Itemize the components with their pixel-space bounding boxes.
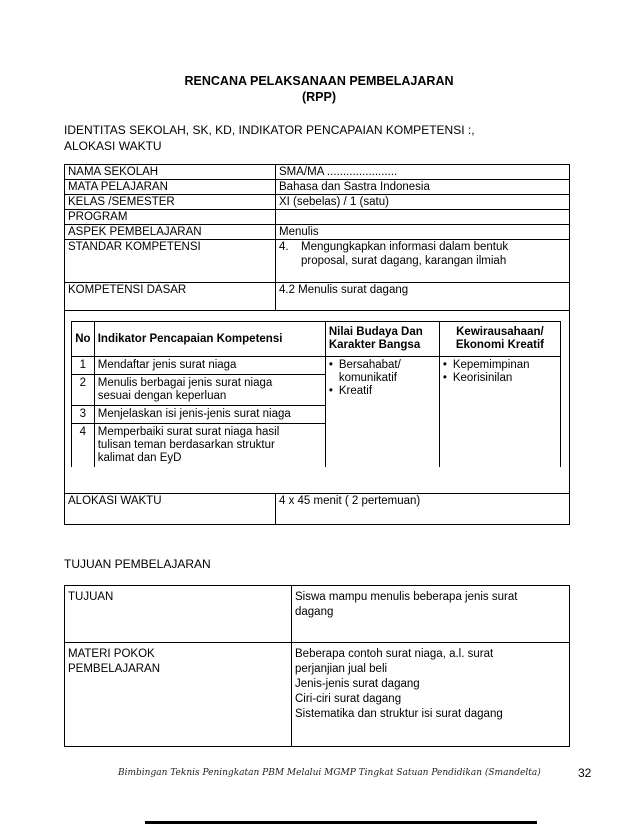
table-row bbox=[72, 357, 561, 375]
header-nilai-budaya bbox=[325, 322, 439, 357]
alokasi-value: 4 x 45 menit ( 2 pertemuan) bbox=[276, 494, 570, 525]
indicator-text: Mendaftar jenis surat niaga bbox=[94, 357, 325, 375]
document-title: RENCANA PELAKSANAAN PEMBELAJARAN bbox=[184, 74, 454, 88]
info-label: PROGRAM bbox=[65, 210, 276, 225]
info-label: NAMA SEKOLAH bbox=[65, 165, 276, 180]
identity-table bbox=[64, 164, 570, 525]
list-item: • Keorisinilan bbox=[443, 372, 557, 385]
list-item: • Kreatif bbox=[329, 385, 436, 398]
indicator-cell bbox=[65, 311, 570, 494]
kd-label: KOMPETENSI DASAR bbox=[65, 283, 276, 311]
header-nilai-line2: Karakter Bangsa bbox=[328, 339, 421, 351]
table-row bbox=[65, 311, 570, 494]
info-value: Menulis bbox=[276, 225, 570, 240]
info-label: ASPEK PEMBELAJARAN bbox=[65, 225, 276, 240]
kewirausahaan-list bbox=[439, 357, 560, 468]
table-row bbox=[65, 240, 570, 283]
table-row bbox=[65, 494, 570, 525]
identity-heading-line1: IDENTITAS SEKOLAH, SK, KD, INDIKATOR PENCAPAIAN KOMPETENSI :, bbox=[64, 123, 475, 137]
alokasi-label: ALOKASI WAKTU bbox=[65, 494, 276, 525]
sk-number: 4. bbox=[279, 241, 289, 253]
info-value: SMA/MA ...................... bbox=[276, 165, 570, 180]
tujuan-heading: TUJUAN PEMBELAJARAN bbox=[64, 557, 211, 571]
info-value bbox=[276, 210, 570, 225]
table-row bbox=[65, 165, 570, 180]
nilai-bullets bbox=[329, 359, 436, 398]
indicator-table bbox=[71, 321, 561, 467]
header-kewira-line2: Ekonomi Kreatif bbox=[455, 339, 544, 351]
table-row bbox=[65, 586, 570, 643]
table-row bbox=[65, 225, 570, 240]
page-footer: Bimbingan Teknis Peningkatan PBM Melalui MGMP Tingkat Satuan Pendidikan (Smandelta) bbox=[118, 768, 541, 778]
header-indicator: Indikator Pencapaian Kompetensi bbox=[94, 322, 325, 357]
indicator-header-row bbox=[72, 322, 561, 357]
indicator-no: 2 bbox=[72, 375, 95, 406]
table-row bbox=[65, 283, 570, 311]
header-kewira-line1: Kewirausahaan/ bbox=[456, 326, 544, 338]
nilai-budaya-list bbox=[325, 357, 439, 468]
indicator-no: 3 bbox=[72, 406, 95, 424]
bottom-divider bbox=[145, 821, 537, 824]
sk-item bbox=[279, 240, 566, 268]
table-row bbox=[65, 210, 570, 225]
table-row bbox=[65, 643, 570, 747]
page-number: 32 bbox=[578, 766, 592, 780]
header-nilai-line1: Nilai Budaya Dan bbox=[328, 326, 423, 338]
materi-label: MATERI POKOK PEMBELAJARAN bbox=[65, 643, 292, 747]
indicator-text: Memperbaiki surat surat niaga hasil tulisan teman berdasarkan struktur kalimat dan EyD bbox=[94, 424, 325, 468]
materi-value: Beberapa contoh surat niaga, a.l. surat perjanjian jual beli Jenis-jenis surat dagang Ciri-ciri surat dagang Sistematika dan struktur isi surat dagang bbox=[292, 643, 570, 747]
indicator-no: 4 bbox=[72, 424, 95, 468]
kd-value: 4.2 Menulis surat dagang bbox=[276, 283, 570, 311]
info-label: MATA PELAJARAN bbox=[65, 180, 276, 195]
table-row bbox=[65, 180, 570, 195]
sk-text-line1: Mengungkapkan informasi dalam bentuk bbox=[301, 241, 509, 253]
table-row bbox=[65, 195, 570, 210]
list-item: • Bersahabat/ komunikatif bbox=[329, 359, 436, 385]
indicator-no: 1 bbox=[72, 357, 95, 375]
header-kewirausahaan bbox=[439, 322, 560, 357]
sk-value bbox=[276, 240, 570, 283]
sk-label: STANDAR KOMPETENSI bbox=[65, 240, 276, 283]
list-item: • Kepemimpinan bbox=[443, 359, 557, 372]
indicator-text: Menjelaskan isi jenis-jenis surat niaga bbox=[94, 406, 325, 424]
info-value: Bahasa dan Sastra Indonesia bbox=[276, 180, 570, 195]
identity-heading-line2: ALOKASI WAKTU bbox=[64, 139, 162, 153]
header-no: No bbox=[72, 322, 95, 357]
info-value: XI (sebelas) / 1 (satu) bbox=[276, 195, 570, 210]
tujuan-table bbox=[64, 585, 570, 747]
info-label: KELAS /SEMESTER bbox=[65, 195, 276, 210]
tujuan-label: TUJUAN bbox=[65, 586, 292, 643]
sk-text-line2: proposal, surat dagang, karangan ilmiah bbox=[301, 255, 507, 267]
tujuan-value: Siswa mampu menulis beberapa jenis surat dagang bbox=[292, 586, 570, 643]
kewira-bullets bbox=[443, 359, 557, 385]
indicator-text: Menulis berbagai jenis surat niaga sesuai dengan keperluan bbox=[94, 375, 325, 406]
sk-text bbox=[301, 240, 508, 268]
document-subtitle: (RPP) bbox=[301, 90, 337, 104]
